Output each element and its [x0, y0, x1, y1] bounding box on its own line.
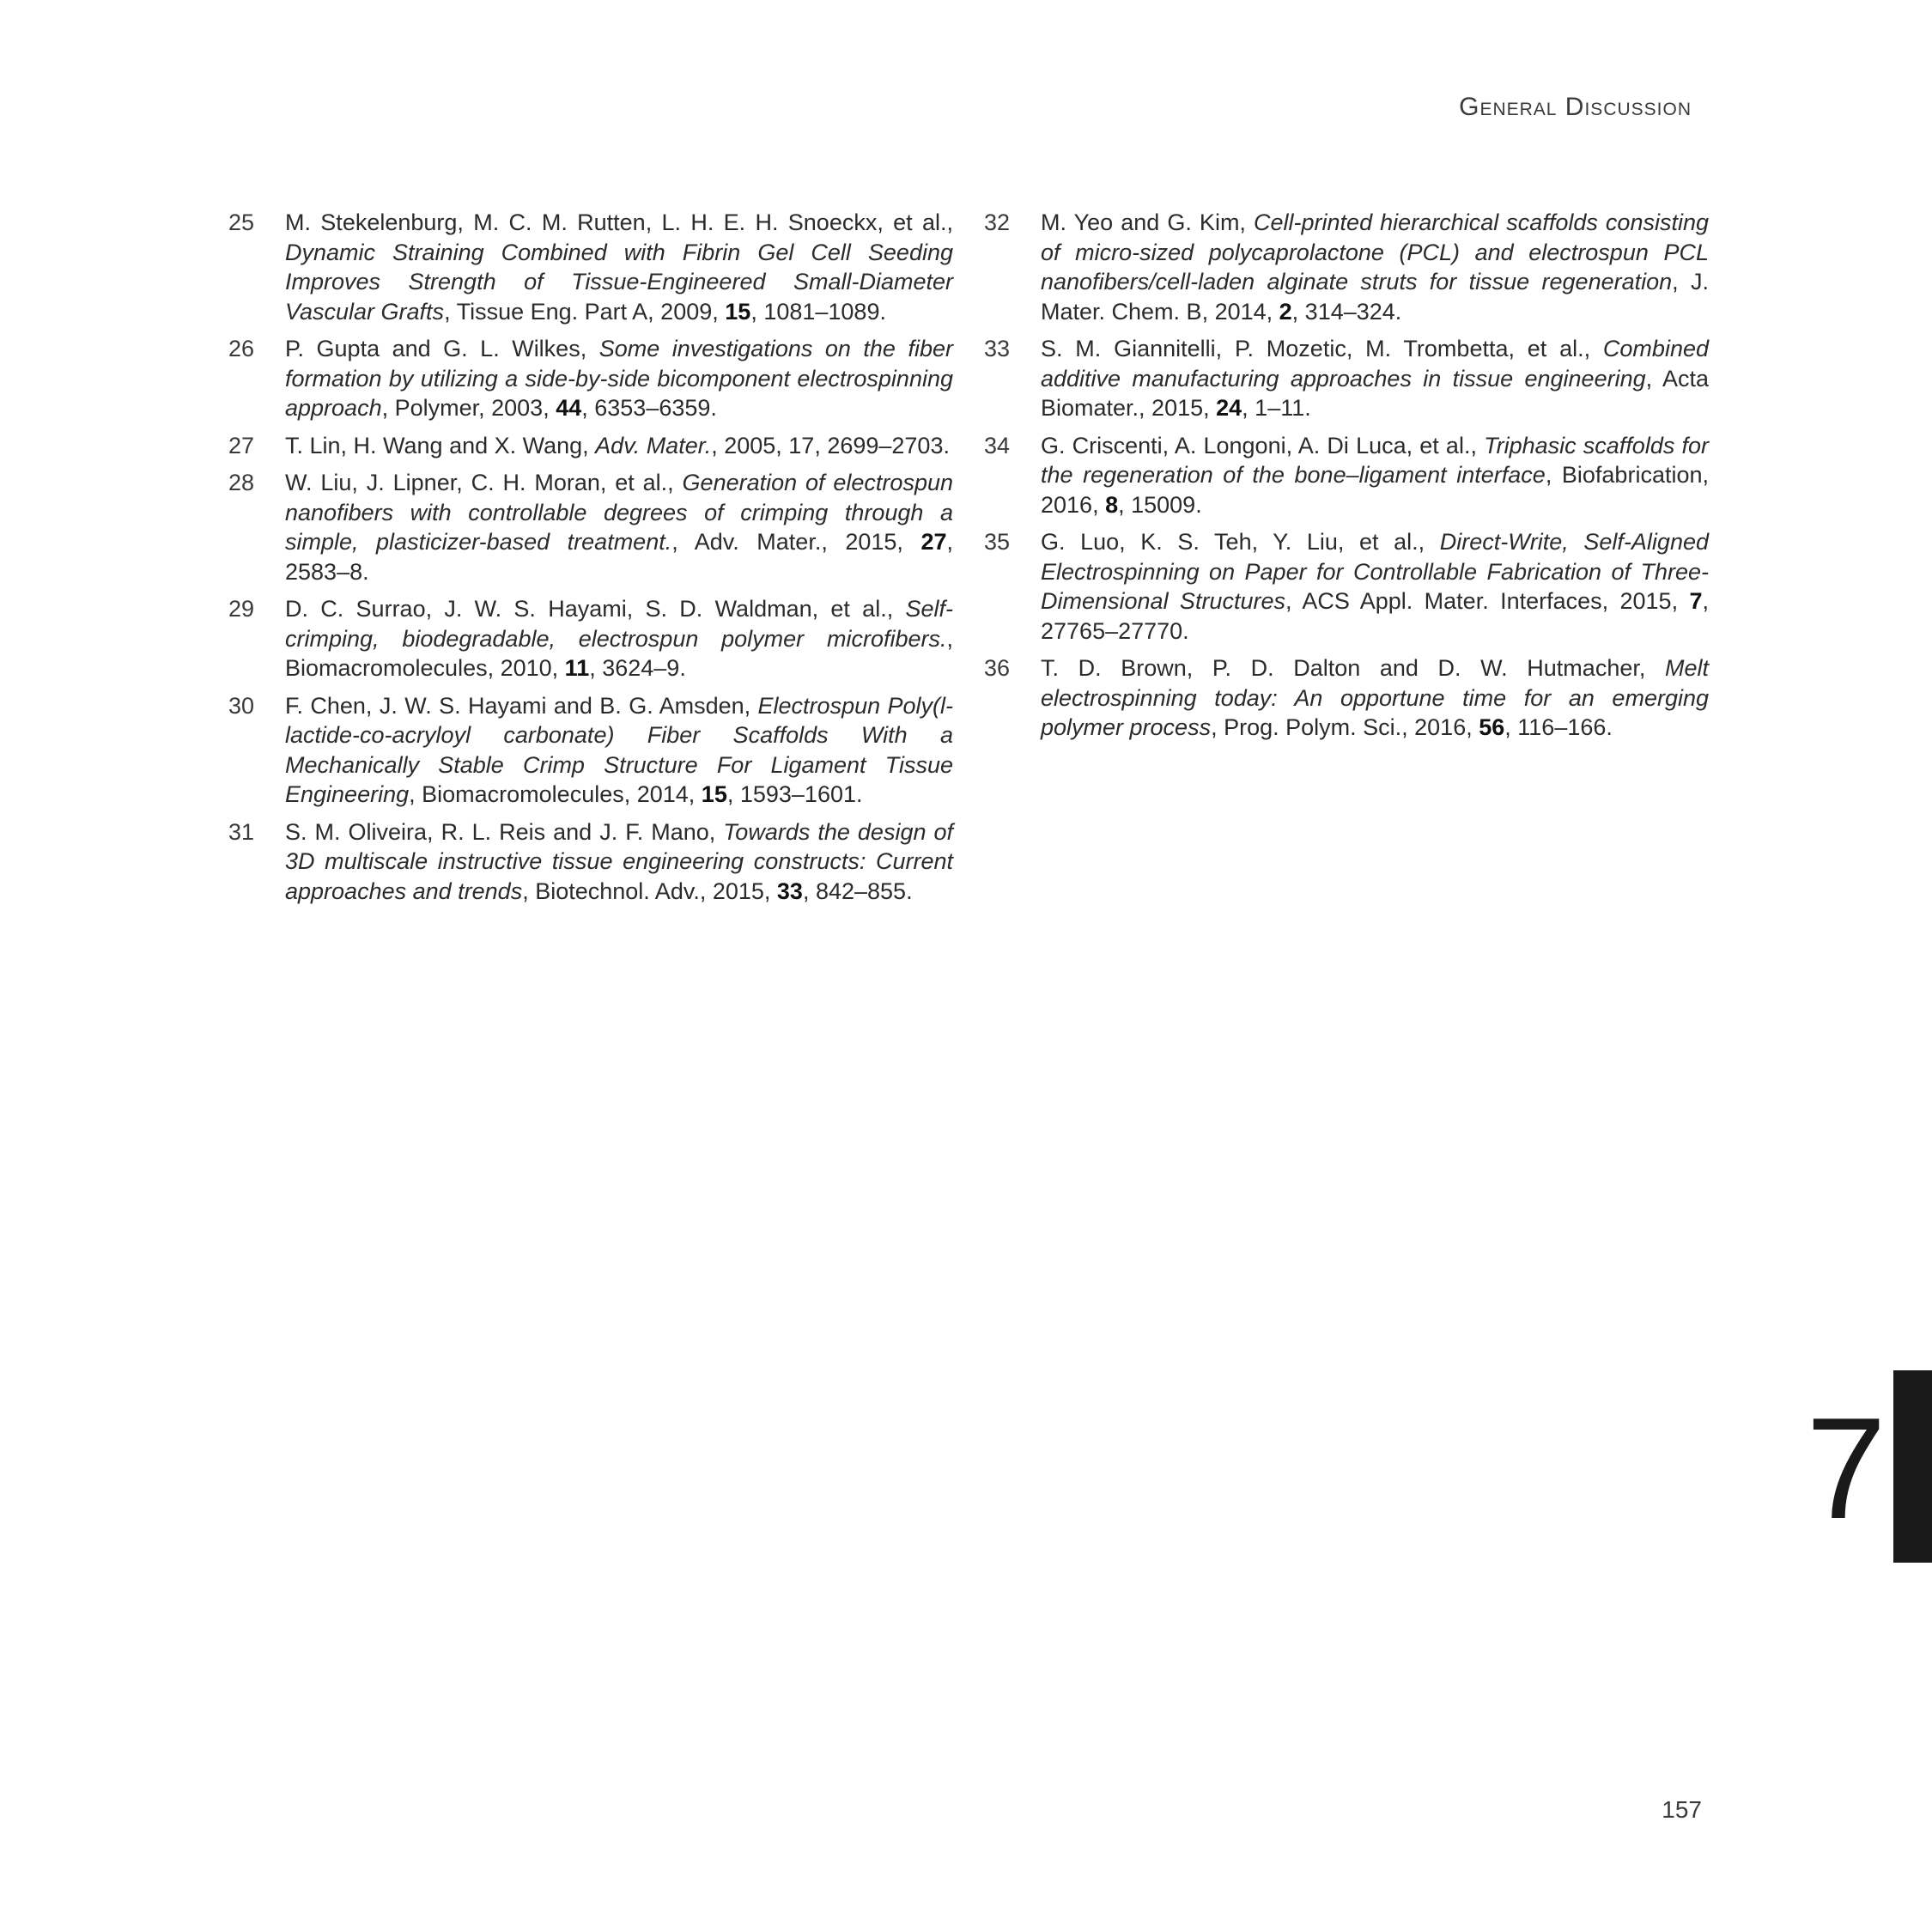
reference-authors: M. Stekelenburg, M. C. M. Rutten, L. H. E. H. Snoeckx, et al., [285, 209, 953, 235]
reference-title: Towards the design of 3D multiscale instructive tissue engineering constructs: Current approaches and trends [285, 818, 954, 904]
reference-journal: , Biomacromolecules, 2010, [285, 625, 953, 681]
reference-title: Generation of electrospun nanofibers with controllable degrees of crimping through a simple, plasticizer-based treatment. [285, 470, 953, 555]
reference-number: 36 [984, 655, 1011, 681]
reference-authors: W. Liu, J. Lipner, C. H. Moran, et al., [285, 470, 683, 495]
reference-authors: M. Yeo and G. Kim, [1041, 209, 1255, 235]
reference-item [984, 527, 1709, 646]
reference-pages: , 6353–6359. [581, 395, 717, 421]
reference-number: 34 [984, 432, 1011, 458]
reference-number: 29 [228, 596, 255, 622]
reference-number: 32 [984, 209, 1011, 235]
reference-pages: , 1081–1089. [750, 298, 886, 325]
reference-pages: , 27765–27770. [1041, 588, 1709, 644]
reference-number: 30 [228, 692, 255, 719]
reference-journal: , Acta Biomater., 2015, [1041, 365, 1710, 421]
reference-pages: , 1–11. [1242, 395, 1311, 421]
reference-title: Self-crimping, biodegradable, electrospun polymer microfibers. [285, 596, 953, 652]
reference-title: Electrospun Poly(l-lactide-co-acryloyl carbonate) Fiber Scaffolds With a Mechanically Stable Crimp Structure For Ligament Tissue Engineering [285, 692, 953, 807]
reference-item [228, 334, 953, 423]
reference-pages: , 842–855. [802, 877, 913, 904]
reference-authors: F. Chen, J. W. S. Hayami and B. G. Amsden, [285, 692, 758, 719]
reference-item [984, 431, 1709, 520]
reference-authors: D. C. Surrao, J. W. S. Hayami, S. D. Waldman, et al., [285, 596, 906, 622]
reference-list-right [984, 208, 1709, 750]
reference-title: Melt electrospinning today: An opportune time for an emerging polymer process [1041, 655, 1709, 740]
reference-volume: 8 [1105, 491, 1119, 518]
reference-authors: G. Luo, K. S. Teh, Y. Liu, et al., [1041, 529, 1440, 555]
reference-number: 26 [228, 336, 255, 361]
reference-title: Adv. Mater. [595, 432, 712, 458]
reference-authors: T. Lin, H. Wang and X. Wang, [285, 432, 596, 458]
reference-title: Combined additive manufacturing approaches in tissue engineering [1041, 336, 1709, 392]
reference-item [984, 334, 1709, 423]
reference-authors: P. Gupta and G. L. Wilkes, [285, 336, 599, 361]
reference-volume: 2 [1279, 298, 1292, 325]
reference-pages: , 2583–8. [285, 529, 953, 585]
chapter-thumb-tab [1893, 1370, 1932, 1563]
reference-title: Dynamic Straining Combined with Fibrin Gel Cell Seeding Improves Strength of Tissue-Engineered Small-Diameter Vascular Grafts [285, 239, 953, 325]
reference-journal: , Biofabrication, 2016, [1041, 462, 1709, 518]
reference-title: Cell-printed hierarchical scaffolds consisting of micro-sized polycaprolactone (PCL) and electrospun PCL nanofibers/cell-laden alginate struts for tissue regeneration [1041, 209, 1709, 295]
reference-number: 33 [984, 336, 1011, 361]
reference-number: 28 [228, 470, 255, 495]
reference-journal: , Prog. Polym. Sci., 2016, [1211, 714, 1479, 740]
reference-item [984, 653, 1709, 743]
reference-volume: 33 [776, 877, 803, 904]
reference-item [228, 468, 953, 586]
reference-list-left [228, 208, 953, 914]
reference-volume: 44 [556, 395, 582, 421]
reference-volume: 24 [1216, 395, 1242, 421]
reference-volume: 7 [1689, 588, 1703, 614]
reference-item [228, 817, 953, 907]
running-head: General Discussion [1459, 93, 1692, 121]
reference-authors: S. M. Oliveira, R. L. Reis and J. F. Mano, [285, 818, 724, 845]
reference-journal: , Polymer, 2003, [381, 395, 556, 421]
reference-authors: S. M. Giannitelli, P. Mozetic, M. Trombetta, et al., [1041, 336, 1603, 361]
reference-pages: , 15009. [1118, 491, 1202, 518]
reference-journal: , 2005, 17, 2699–2703. [711, 432, 950, 458]
reference-journal: , Biomacromolecules, 2014, [409, 781, 702, 807]
reference-volume: 27 [920, 529, 947, 555]
reference-number: 27 [228, 432, 255, 458]
reference-item [228, 208, 953, 326]
reference-number: 35 [984, 529, 1011, 555]
reference-number: 31 [228, 818, 255, 845]
reference-authors: T. D. Brown, P. D. Dalton and D. W. Hutmacher, [1041, 655, 1665, 681]
reference-journal: , Biotechnol. Adv., 2015, [522, 877, 777, 904]
reference-item [228, 431, 953, 461]
reference-volume: 15 [725, 298, 751, 325]
page-number: 157 [1662, 1796, 1702, 1823]
reference-journal: , Tissue Eng. Part A, 2009, [444, 298, 726, 325]
reference-item [228, 594, 953, 683]
reference-pages: , 314–324. [1291, 298, 1402, 325]
chapter-number: 7 [1806, 1388, 1886, 1549]
reference-journal: , Adv. Mater., 2015, [671, 529, 921, 555]
reference-journal: , ACS Appl. Mater. Interfaces, 2015, [1285, 588, 1690, 614]
reference-item [228, 691, 953, 810]
reference-volume: 56 [1479, 714, 1505, 740]
reference-item [984, 208, 1709, 326]
reference-pages: , 116–166. [1504, 714, 1613, 740]
reference-journal: , J. Mater. Chem. B, 2014, [1041, 269, 1709, 325]
reference-title: Triphasic scaffolds for the regeneration of the bone–ligament interface [1041, 432, 1709, 488]
reference-volume: 15 [701, 781, 727, 807]
reference-authors: G. Criscenti, A. Longoni, A. Di Luca, et al., [1041, 432, 1485, 458]
reference-title: Some investigations on the fiber formation by utilizing a side-by-side bicomponent electrospinning approach [285, 336, 953, 421]
reference-pages: , 3624–9. [589, 655, 686, 681]
reference-volume: 11 [564, 655, 590, 681]
reference-title: Direct-Write, Self-Aligned Electrospinning on Paper for Controllable Fabrication of Three-Dimensional Structures [1041, 529, 1709, 614]
reference-number: 25 [228, 209, 255, 235]
reference-pages: , 1593–1601. [726, 781, 863, 807]
